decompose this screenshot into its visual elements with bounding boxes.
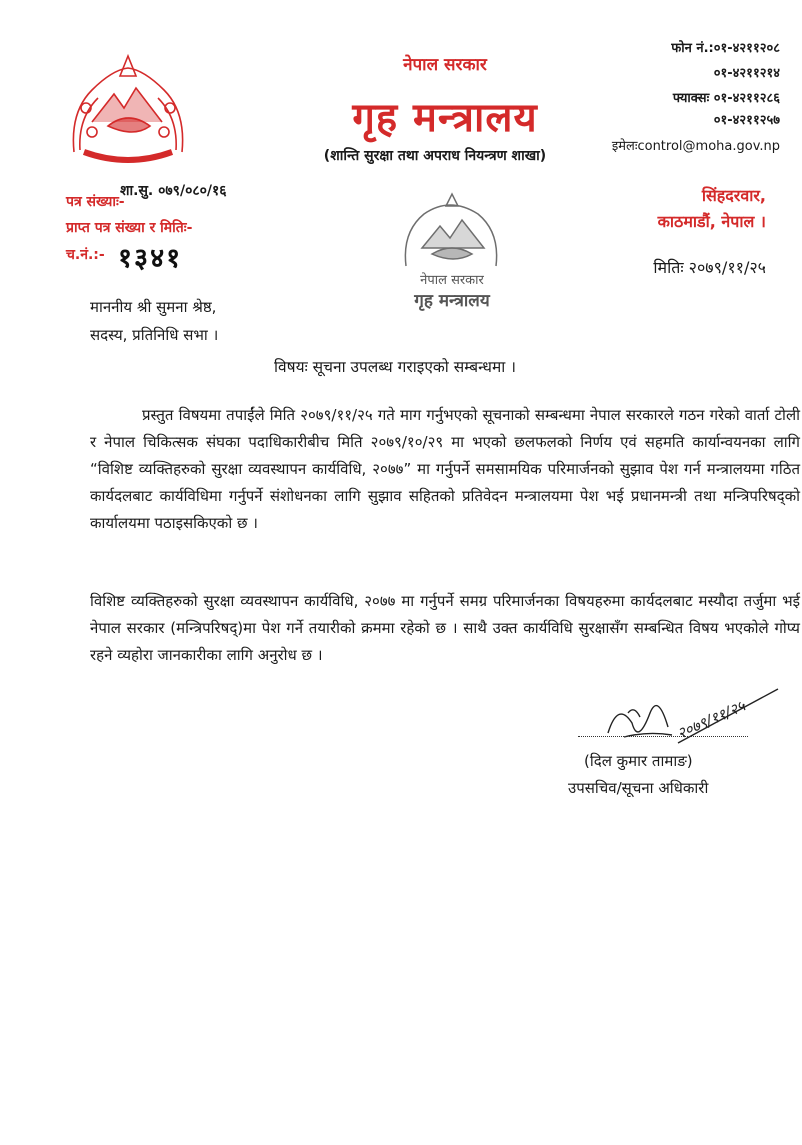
government-title: नेपाल सरकार [403, 55, 487, 75]
received-letter-label: प्राप्त पत्र संख्या र मितिः- [66, 220, 193, 236]
signatory-title: उपसचिव/सूचना अधिकारी [568, 779, 709, 797]
subject-line: विषयः सूचना उपलब्ध गराइएको सम्बन्धमा । [274, 358, 517, 376]
phone-line-1 [671, 38, 780, 56]
nepal-emblem-logo [62, 52, 194, 170]
fax-number-1: ०१-४२११२८६ [713, 91, 780, 106]
branch-name: (शान्ति सुरक्षा तथा अपराध नियन्त्रण शाखा) [323, 148, 547, 164]
stamp-top-text: नेपाल सरकार [420, 273, 484, 288]
signatory-name: (दिल कुमार तामाङ) [584, 752, 693, 770]
fax-number-2: ०१-४२११२५७ [713, 113, 780, 128]
body-paragraph-2: विशिष्ट व्यक्तिहरुको सुरक्षा व्यवस्थापन कार्यविधि, २०७७ मा गर्नुपर्ने समग्र परिमार्जनका विषयहरुमा कार्यदलबाट मस्यौदा तर्जुमा भई नेपाल सरकार (मन्त्रिपरिषद्)मा पेश गर्ने तयारीको क्रममा रहेको छ । साथै उक्त कार्यविधि सुरक्षासँग सम्बन्धित विषय भएकोले गोप्य रहने व्यहोरा जानकारीका लागि अनुरोध छ । [90, 592, 800, 664]
letter-no-label: पत्र संख्याः- [66, 194, 125, 210]
chalani-number-handwritten: १३४१ [118, 243, 183, 274]
recipient-name: माननीय श्री सुमना श्रेष्ठ, [90, 298, 217, 316]
email-line [612, 136, 780, 154]
letter-no-value: शा.सु. ०७९/०८०/१६ [120, 183, 227, 199]
letter-date: मितिः २०७९/११/२५ [653, 258, 766, 277]
email-label: इमेलः [611, 139, 638, 154]
email-address: control@moha.gov.np [637, 139, 780, 154]
stamp-bottom-text: गृह मन्त्रालय [414, 291, 490, 311]
ministry-stamp [392, 192, 510, 314]
phone-label: फोन नं.: [671, 41, 714, 56]
fax-label: फ्याक्सः [672, 91, 710, 106]
address-line-2: काठमाडौं, नेपाल । [657, 212, 766, 231]
phone-number-2: ०१-४२११२१४ [713, 66, 780, 81]
recipient-position: सदस्य, प्रतिनिधि सभा । [90, 326, 219, 344]
phone-number-1: ०१-४२११२०८ [713, 41, 780, 56]
handwritten-date: २०७९/११/२५ [674, 696, 748, 743]
ministry-title: गृह मन्त्रालय [352, 95, 538, 141]
body-paragraph-1: प्रस्तुत विषयमा तपाईंले मिति २०७९/११/२५ गते माग गर्नुभएको सूचनाको सम्बन्धमा नेपाल सरकारले गठन गरेको वार्ता टोली र नेपाल चिकित्सक संघका पदाधिकारीबीच मिति २०७९/१०/२९ मा भएको छलफलको निर्णय एवं सहमति कार्यान्वयनका लागि “विशिष्ट व्यक्तिहरुको सुरक्षा व्यवस्थापन कार्यविधि, २०७७” मा गर्नुपर्ने समसामयिक परिमार्जनको सुझाव पेश गर्न मन्त्रालयमा गठित कार्यदलबाट कार्यविधिमा गर्नुपर्ने संशोधनका लागि सुझाव सहितको प्रतिवेदन मन्त्रालयमा पेश भई प्रधानमन्त्री तथा मन्त्रिपरिषद्को कार्यालयमा पठाइसकिएको छ । [90, 406, 800, 532]
address-line-1: सिंहदरवार, [701, 186, 766, 205]
chalani-label: च.नं.:- [66, 247, 105, 263]
fax-line-1 [673, 88, 780, 106]
signature-line [578, 736, 748, 737]
